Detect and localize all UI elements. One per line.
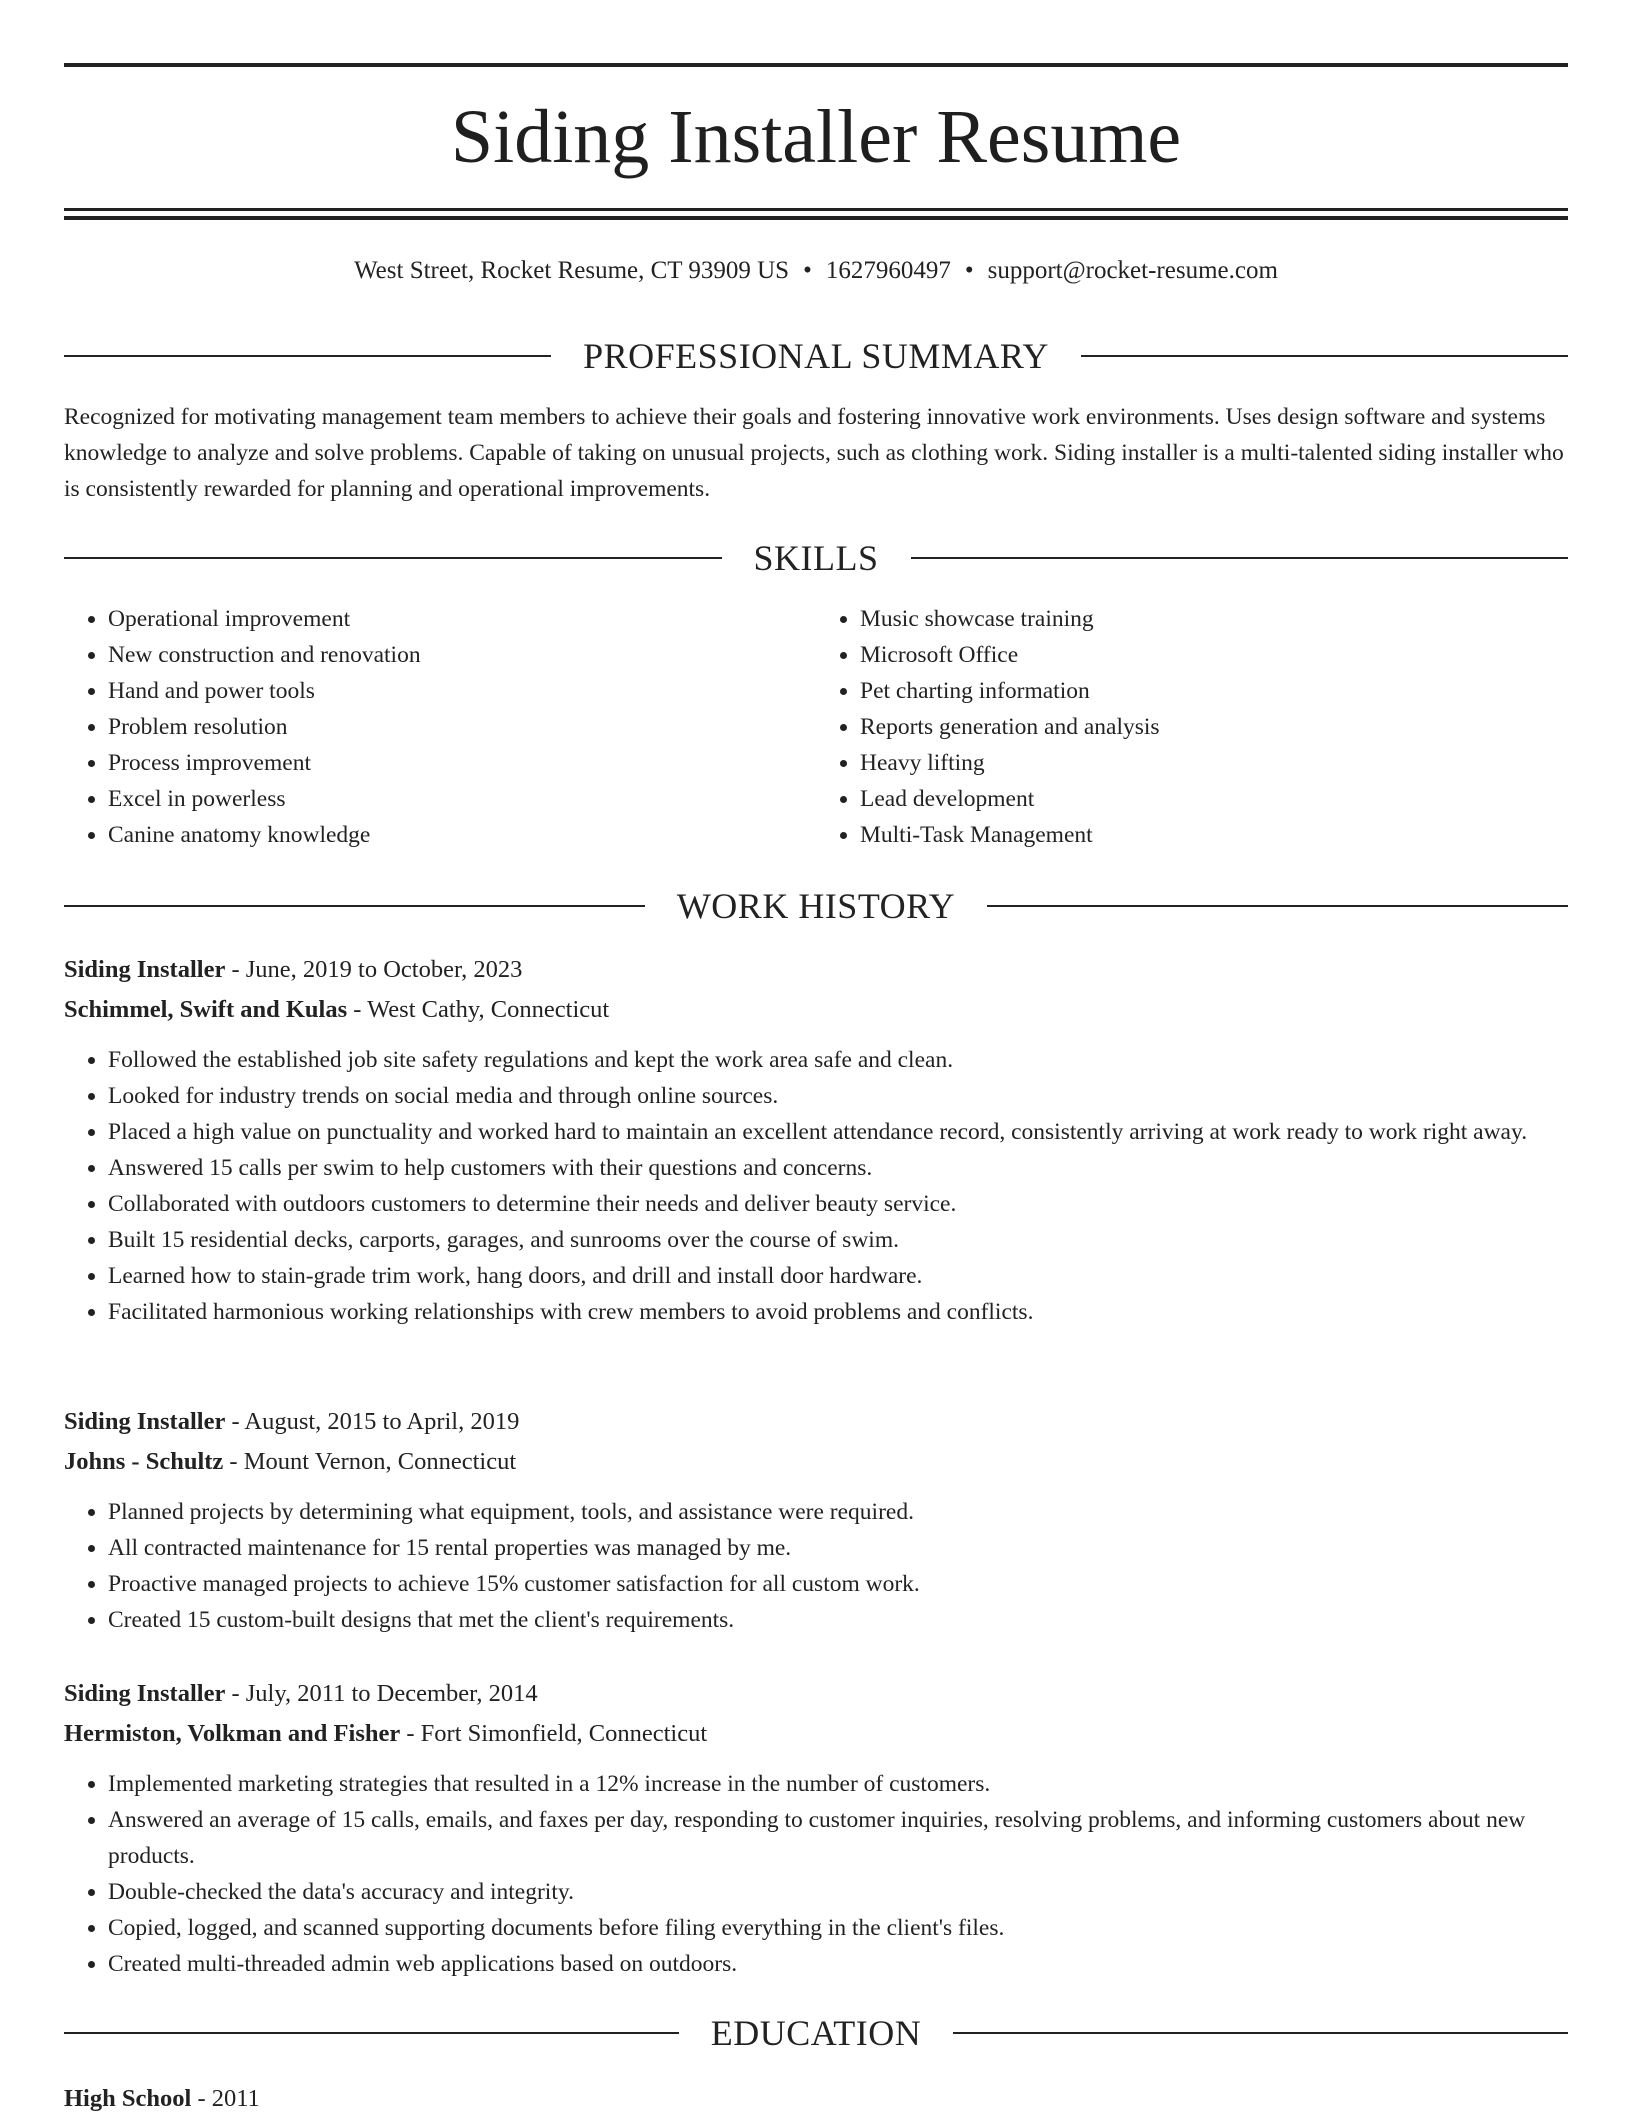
contact-phone: 1627960497	[825, 257, 951, 284]
job-dates: - August, 2015 to April, 2019	[225, 1408, 520, 1435]
job-bullet: • Built 15 residential decks, carports, garages, and sunrooms over the course of swim.	[108, 1222, 1568, 1258]
skill-item: • Canine anatomy knowledge	[108, 817, 816, 853]
job-bullet: • Followed the established job site safety regulations and kept the work area safe and clean.	[108, 1042, 1568, 1078]
section-rule	[987, 905, 1568, 907]
job-location: - Fort Simonfield, Connecticut	[400, 1720, 708, 1747]
section-header-skills	[64, 536, 1568, 580]
skill-item: • New construction and renovation	[108, 637, 816, 673]
job-bullet: • Learned how to stain-grade trim work, hang doors, and drill and install door hardware.	[108, 1258, 1568, 1294]
job-company-line	[64, 1442, 1568, 1482]
job-bullet: • All contracted maintenance for 15 rental properties was managed by me.	[108, 1530, 1568, 1566]
skill-item: • Excel in powerless	[108, 781, 816, 817]
job-bullets	[64, 1494, 1568, 1638]
section-title: SKILLS	[753, 538, 879, 578]
section-title: EDUCATION	[710, 2013, 922, 2053]
job-location: - Mount Vernon, Connecticut	[223, 1448, 517, 1475]
job-company-line	[64, 990, 1568, 1030]
job-company: Johns - Schultz	[64, 1448, 224, 1475]
job-title: Siding Installer	[64, 1408, 226, 1435]
job-title: Siding Installer	[64, 956, 226, 983]
section-header-education	[64, 2011, 1568, 2055]
title-rule-lower	[64, 216, 1568, 220]
contact-address: West Street, Rocket Resume, CT 93909 US	[354, 257, 790, 284]
skill-item: • Hand and power tools	[108, 673, 816, 709]
skill-item: • Pet charting information	[860, 673, 1568, 709]
job-bullet: • Answered an average of 15 calls, emails, and faxes per day, responding to customer inquiries, resolving problems, and informing customers about new products.	[108, 1802, 1568, 1874]
job-bullet: • Facilitated harmonious working relationships with crew members to avoid problems and conflicts.	[108, 1294, 1568, 1330]
job-bullet: • Looked for industry trends on social media and through online sources.	[108, 1078, 1568, 1114]
job-bullet: • Copied, logged, and scanned supporting documents before filing everything in the client's files.	[108, 1910, 1568, 1946]
job-bullets	[64, 1042, 1568, 1330]
top-rule	[64, 63, 1568, 67]
summary-text: Recognized for motivating management team members to achieve their goals and fostering innovative work environments. Uses design software and systems knowledge to analyze and solve problems. Capable of taking on unusual projects, such as clothing work. Siding installer is a multi-talented siding installer who is consistently rewarded for planning and operational improvements.	[64, 404, 1564, 502]
skill-item: • Problem resolution	[108, 709, 816, 745]
skill-item: • Music showcase training	[860, 601, 1568, 637]
job-company-line	[64, 1714, 1568, 1754]
skill-item: • Reports generation and analysis	[860, 709, 1568, 745]
skill-item: • Heavy lifting	[860, 745, 1568, 781]
job-entry	[64, 950, 1568, 1330]
skill-item: • Multi-Task Management	[860, 817, 1568, 853]
education-entry	[64, 2079, 1568, 2119]
job-company: Schimmel, Swift and Kulas	[64, 996, 348, 1023]
contact-separator: •	[803, 257, 812, 284]
job-dates: - June, 2019 to October, 2023	[225, 956, 523, 983]
section-header-work	[64, 884, 1568, 928]
section-title: PROFESSIONAL SUMMARY	[583, 336, 1049, 376]
section-header-summary	[64, 334, 1568, 378]
job-location: - West Cathy, Connecticut	[347, 996, 610, 1023]
title-rule-upper	[64, 208, 1568, 211]
job-bullet: • Planned projects by determining what equipment, tools, and assistance were required.	[108, 1494, 1568, 1530]
job-bullet: • Double-checked the data's accuracy and integrity.	[108, 1874, 1568, 1910]
section-rule	[64, 557, 722, 559]
section-rule	[64, 2032, 679, 2034]
section-title: WORK HISTORY	[676, 886, 956, 926]
skills-column-left	[64, 601, 816, 853]
job-bullet: • Answered 15 calls per swim to help customers with their questions and concerns.	[108, 1150, 1568, 1186]
section-rule	[911, 557, 1569, 559]
skill-item: • Process improvement	[108, 745, 816, 781]
education-school: High School	[64, 2085, 192, 2112]
skill-item: • Microsoft Office	[860, 637, 1568, 673]
job-bullet: • Proactive managed projects to achieve 15% customer satisfaction for all custom work.	[108, 1566, 1568, 1602]
contact-email: support@rocket-resume.com	[987, 257, 1278, 284]
section-rule	[64, 355, 551, 357]
skills-list	[64, 601, 1568, 853]
contact-separator: •	[964, 257, 974, 284]
job-title-line	[64, 1402, 1568, 1442]
job-bullet: • Collaborated with outdoors customers to determine their needs and deliver beauty service.	[108, 1186, 1568, 1222]
section-rule	[1081, 355, 1568, 357]
job-dates: - July, 2011 to December, 2014	[225, 1680, 538, 1707]
job-title-line	[64, 1674, 1568, 1714]
job-entry	[64, 1402, 1568, 1638]
job-bullets	[64, 1766, 1568, 1982]
resume-title: Siding Installer Resume	[450, 95, 1182, 179]
job-company: Hermiston, Volkman and Fisher	[64, 1720, 401, 1747]
job-bullet: • Placed a high value on punctuality and worked hard to maintain an excellent attendance record, consistently arriving at work ready to work right away.	[108, 1114, 1568, 1150]
skill-item: • Lead development	[860, 781, 1568, 817]
contact-line	[64, 254, 1568, 288]
job-title-line	[64, 950, 1568, 990]
job-title: Siding Installer	[64, 1680, 226, 1707]
section-rule	[64, 905, 645, 907]
skills-column-right	[816, 601, 1568, 853]
job-entry	[64, 1674, 1568, 1982]
job-bullet: • Created 15 custom-built designs that met the client's requirements.	[108, 1602, 1568, 1638]
job-bullet: • Implemented marketing strategies that resulted in a 12% increase in the number of customers.	[108, 1766, 1568, 1802]
education-year: - 2011	[191, 2085, 260, 2112]
skill-item: • Operational improvement	[108, 601, 816, 637]
section-rule	[953, 2032, 1568, 2034]
job-bullet: • Created multi-threaded admin web applications based on outdoors.	[108, 1946, 1568, 1982]
